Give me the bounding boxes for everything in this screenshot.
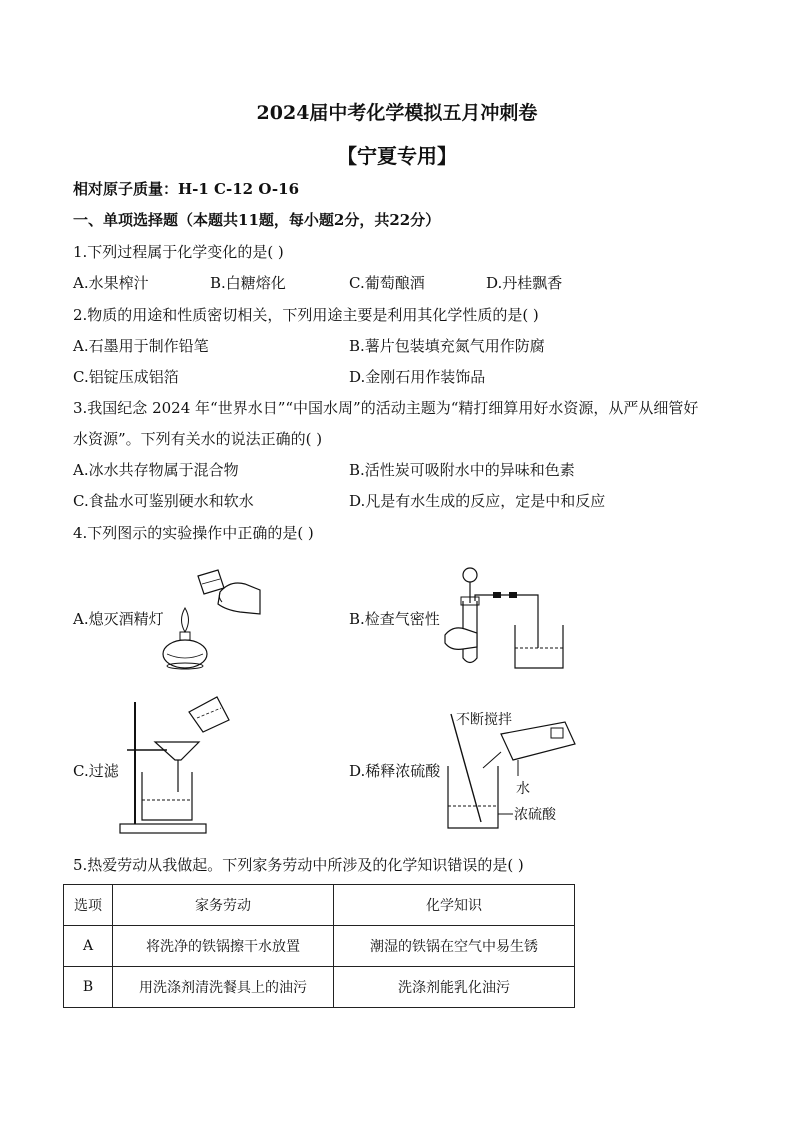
airtight-check-figure xyxy=(443,563,573,673)
exam-title: 2024届中考化学模拟五月冲刺卷 xyxy=(256,102,538,124)
q3-stem-line2: 水资源”。下列有关水的说法正确的( ) xyxy=(73,430,323,448)
table-row xyxy=(64,926,575,967)
table-cell: A xyxy=(64,926,113,967)
q2-option-b: B.薯片包装填充氮气用作防腐 xyxy=(349,337,545,355)
table-header-cell: 家务劳动 xyxy=(113,885,334,926)
q3-option-d: D.凡是有水生成的反应，定是中和反应 xyxy=(349,492,606,510)
table-cell: B xyxy=(64,967,113,1008)
q4-option-d: D.稀释浓硫酸 xyxy=(349,762,441,780)
q2-option-d: D.金刚石用作装饰品 xyxy=(349,368,486,386)
q2-stem: 2.物质的用途和性质密切相关，下列用途主要是利用其化学性质的是( ) xyxy=(73,306,539,324)
table-cell: 用洗涤剂清洗餐具上的油污 xyxy=(113,967,334,1008)
q1-option-c: C.葡萄酿酒 xyxy=(349,274,425,292)
q1-option-b: B.白糖熔化 xyxy=(210,274,286,292)
label-water: 水 xyxy=(516,781,530,797)
q4-option-a: A.熄灭酒精灯 xyxy=(73,610,164,628)
q4-option-b: B.检查气密性 xyxy=(349,610,440,628)
atomic-mass-line: 相对原子质量：H-1 C-12 O-16 xyxy=(73,180,300,198)
q1-stem: 1.下列过程属于化学变化的是( ) xyxy=(73,243,284,261)
table-cell: 潮湿的铁锅在空气中易生锈 xyxy=(334,926,575,967)
q2-option-c: C.铝锭压成铝箔 xyxy=(73,368,179,386)
table-header-row xyxy=(64,885,575,926)
q3-option-b: B.活性炭可吸附水中的异味和色素 xyxy=(349,461,575,479)
label-stir: 不断搅拌 xyxy=(456,712,512,728)
section-heading: 一、单项选择题（本题共11题，每小题2分，共22分） xyxy=(73,211,441,229)
label-conc-acid: 浓硫酸 xyxy=(514,807,556,823)
table-row xyxy=(64,967,575,1008)
table-header-cell: 化学知识 xyxy=(334,885,575,926)
q3-option-c: C.食盐水可鉴别硬水和软水 xyxy=(73,492,254,510)
table-cell: 将洗净的铁锅擦干水放置 xyxy=(113,926,334,967)
q4-option-c: C.过滤 xyxy=(73,762,119,780)
filtration-figure xyxy=(117,692,237,837)
q5-table xyxy=(63,884,575,1008)
q2-option-a: A.石墨用于制作铅笔 xyxy=(73,337,209,355)
exam-subtitle: 【宁夏专用】 xyxy=(337,144,457,168)
q1-option-d: D.丹桂飘香 xyxy=(486,274,563,292)
q3-option-a: A.冰水共存物属于混合物 xyxy=(73,461,239,479)
alcohol-lamp-figure xyxy=(160,562,265,672)
table-header-cell: 选项 xyxy=(64,885,113,926)
q3-stem-line1: 3.我国纪念 2024 年“世界水日”“中国水周”的活动主题为“精打细算用好水资源，从严从细管好 xyxy=(73,399,699,417)
q4-stem: 4.下列图示的实验操作中正确的是( ) xyxy=(73,524,314,542)
q1-option-a: A.水果榨汁 xyxy=(73,274,149,292)
table-cell: 洗涤剂能乳化油污 xyxy=(334,967,575,1008)
q5-stem: 5.热爱劳动从我做起。下列家务劳动中所涉及的化学知识错误的是( ) xyxy=(73,856,524,874)
